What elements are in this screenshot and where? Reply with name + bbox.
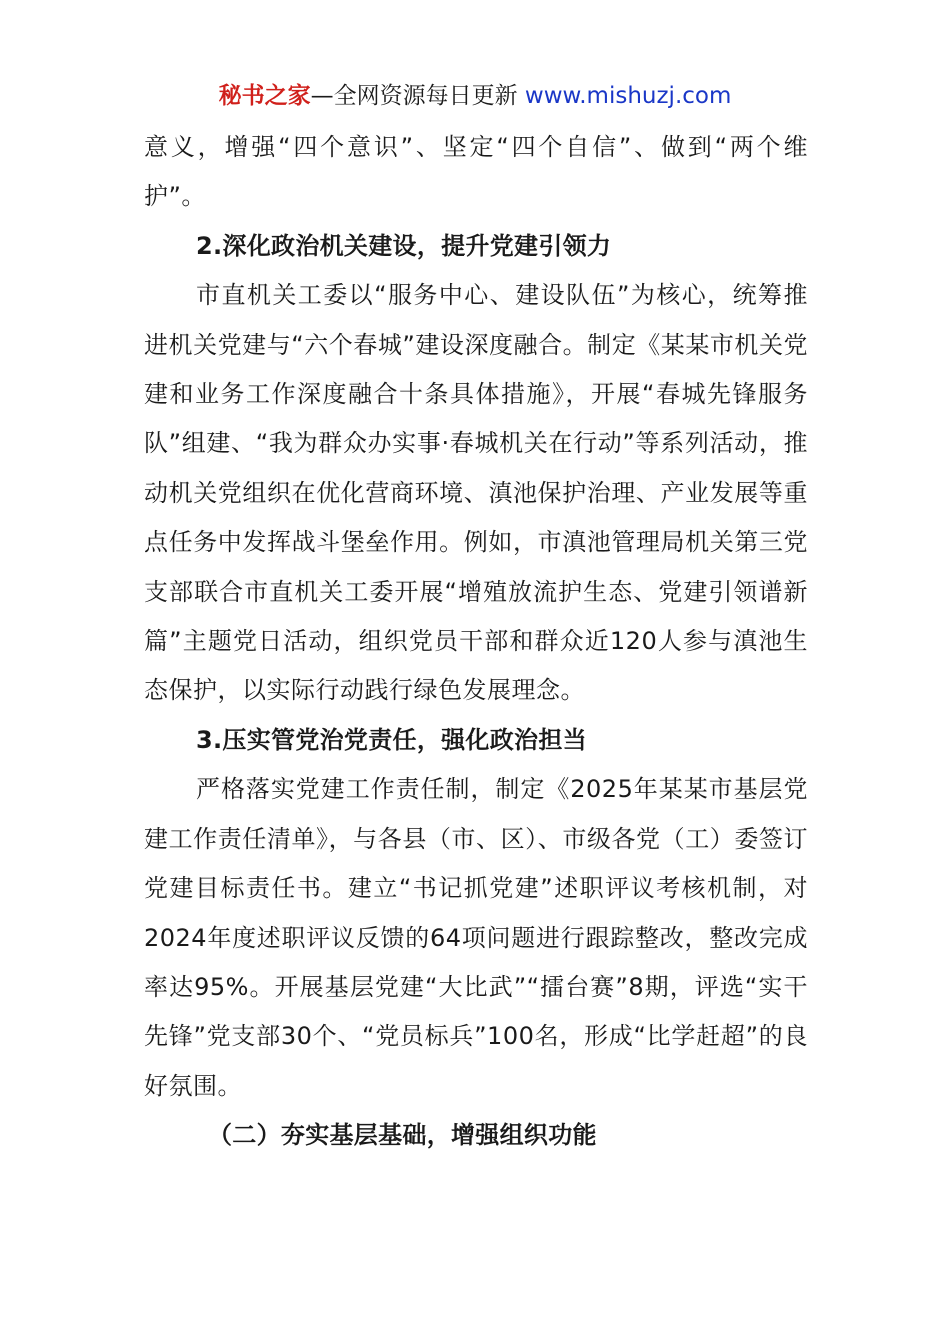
brand-name: 秘书之家 [218,83,311,109]
paragraph-political-organs: 市直机关工委以“服务中心、建设队伍”为核心，统筹推进机关党建与“六个春城”建设深度融合。制定《某某市机关党建和业务工作深度融合十条具体措施》，开展“春城先锋服务队”组建、“我为群众办实事·春城机关在行动”等系列活动，推动机关党组织在优化营商环境、滇池保护治理、产业发展等重点任务中发挥战斗堡垒作用。例如，市滇池管理局机关第三党支部联合市直机关工委开展“增殖放流护生态、党建引领谱新篇”主题党日活动，组织党员干部和群众近120人参与滇池生态保护，以实际行动践行绿色发展理念。 [144,281,808,705]
paragraph-continuation: 意义，增强“四个意识”、坚定“四个自信”、做到“两个维护”。 [144,133,808,211]
section-heading-2: 2.深化政治机关建设，提升党建引领力 [196,231,612,260]
paragraph-responsibility: 严格落实党建工作责任制，制定《2025年某某市基层党建工作责任清单》，与各县（市、区）、市级各党（工）委签订党建目标责任书。建立“书记抓党建”述职评议考核机制，对2024年度述职评议反馈的64项问题进行跟踪整改，整改完成率达95%。开展基层党建“大比武”“擂台赛”8期，评选“实干先锋”党支部30个、“党员标兵”100名，形成“比学赶超”的良好氛围。 [144,775,808,1100]
site-header [0,78,950,114]
section-heading-3: 3.压实管党治党责任，强化政治担当 [196,725,587,754]
section-heading-part-2: （二）夯实基层基础，增强组织功能 [208,1121,597,1150]
document-body [144,123,808,1161]
header-separator: — [310,83,334,109]
header-tagline: 全网资源每日更新 [333,83,518,109]
site-url-link[interactable]: www.mishuzj.com [524,83,732,109]
